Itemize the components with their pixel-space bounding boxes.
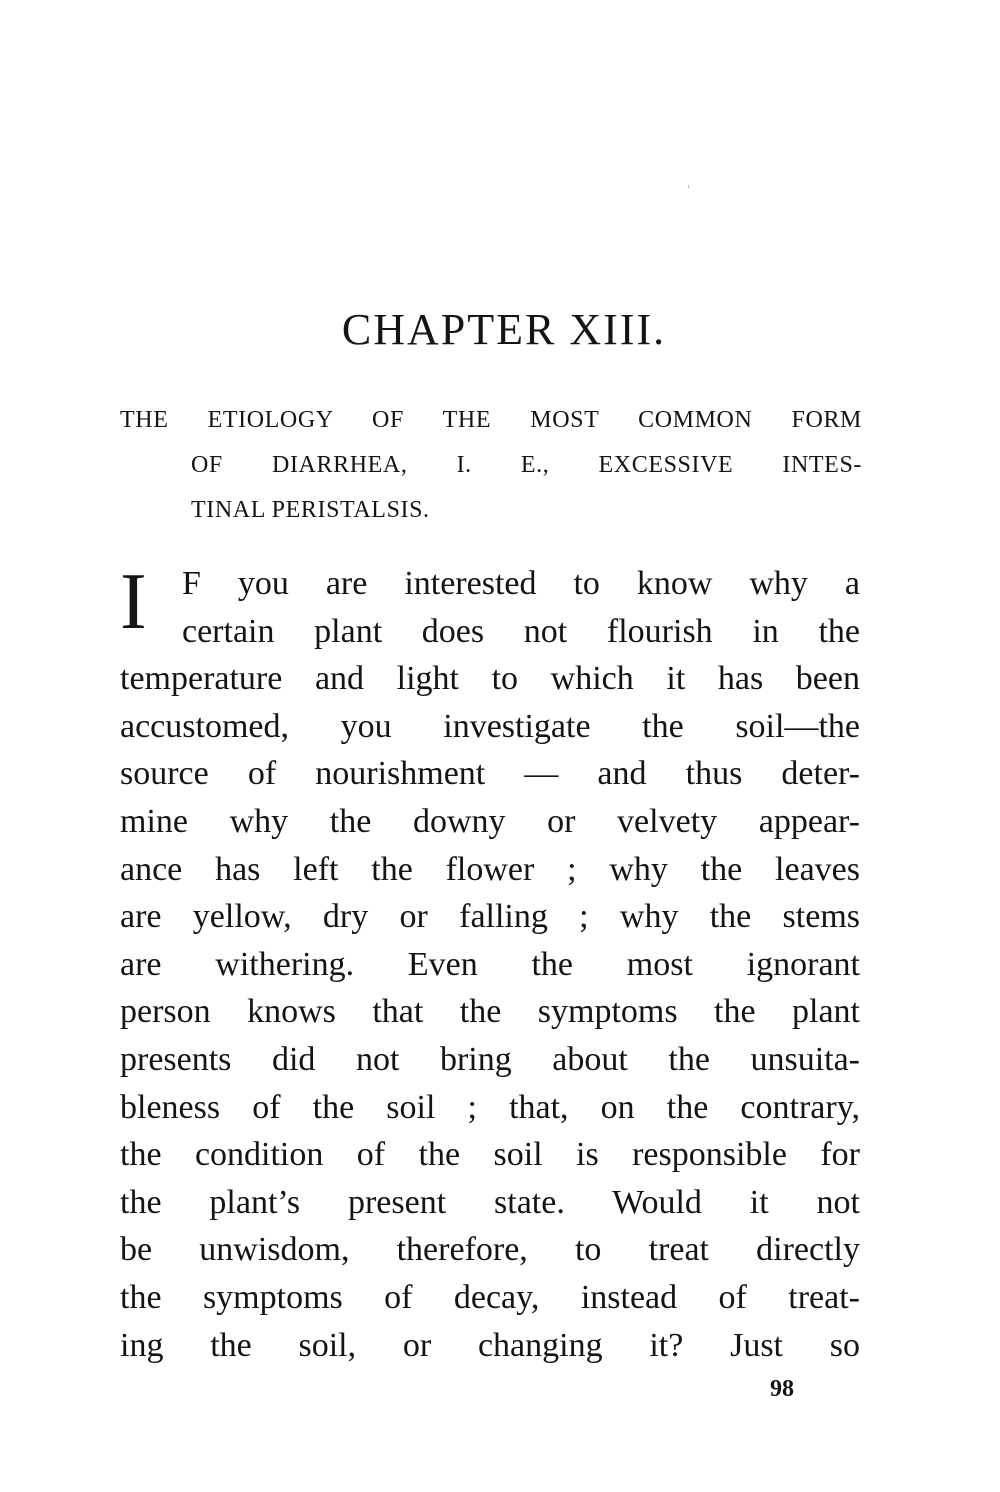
body-line: certain plant does not flourish in the xyxy=(182,612,860,650)
body-line: accustomed, you investigate the soil—the xyxy=(120,707,860,745)
body-line: F you are interested to know why a xyxy=(182,565,860,602)
body-line: are yellow, dry or falling ; why the stems xyxy=(120,898,860,936)
drop-cap-letter: I xyxy=(120,558,147,646)
subtitle-line: OF DIARRHEA, I. E., EXCESSIVE INTES- xyxy=(191,452,862,478)
subtitle-line: THE ETIOLOGY OF THE MOST COMMON FORM xyxy=(120,407,862,433)
body-line: the symptoms of decay, instead of treat- xyxy=(120,1278,860,1316)
body-line: the plant’s present state. Would it not xyxy=(120,1183,860,1221)
body-line: source of nourishment — and thus deter- xyxy=(120,755,860,793)
chapter-heading: CHAPTER XIII. xyxy=(341,305,667,354)
body-line: mine why the downy or velvety appear- xyxy=(120,802,860,840)
page-number: 98 xyxy=(770,1376,794,1402)
body-line: ance has left the flower ; why the leaves xyxy=(120,850,860,888)
subtitle-line: TINAL PERISTALSIS. xyxy=(191,497,430,523)
body-line: person knows that the symptoms the plant xyxy=(120,993,860,1031)
body-line: ing the soil, or changing it? Just so xyxy=(120,1326,860,1364)
paper-speck xyxy=(688,185,689,188)
body-line: temperature and light to which it has been xyxy=(120,660,860,698)
body-line: are withering. Even the most ignorant xyxy=(120,945,860,983)
chapter-subtitle xyxy=(120,398,862,533)
body-line: bleness of the soil ; that, on the contrary, xyxy=(120,1088,860,1126)
body-line: presents did not bring about the unsuita- xyxy=(120,1040,860,1078)
body-line: be unwisdom, therefore, to treat directly xyxy=(120,1231,860,1269)
body-line: the condition of the soil is responsible for xyxy=(120,1136,860,1174)
body-paragraph xyxy=(120,560,860,1369)
